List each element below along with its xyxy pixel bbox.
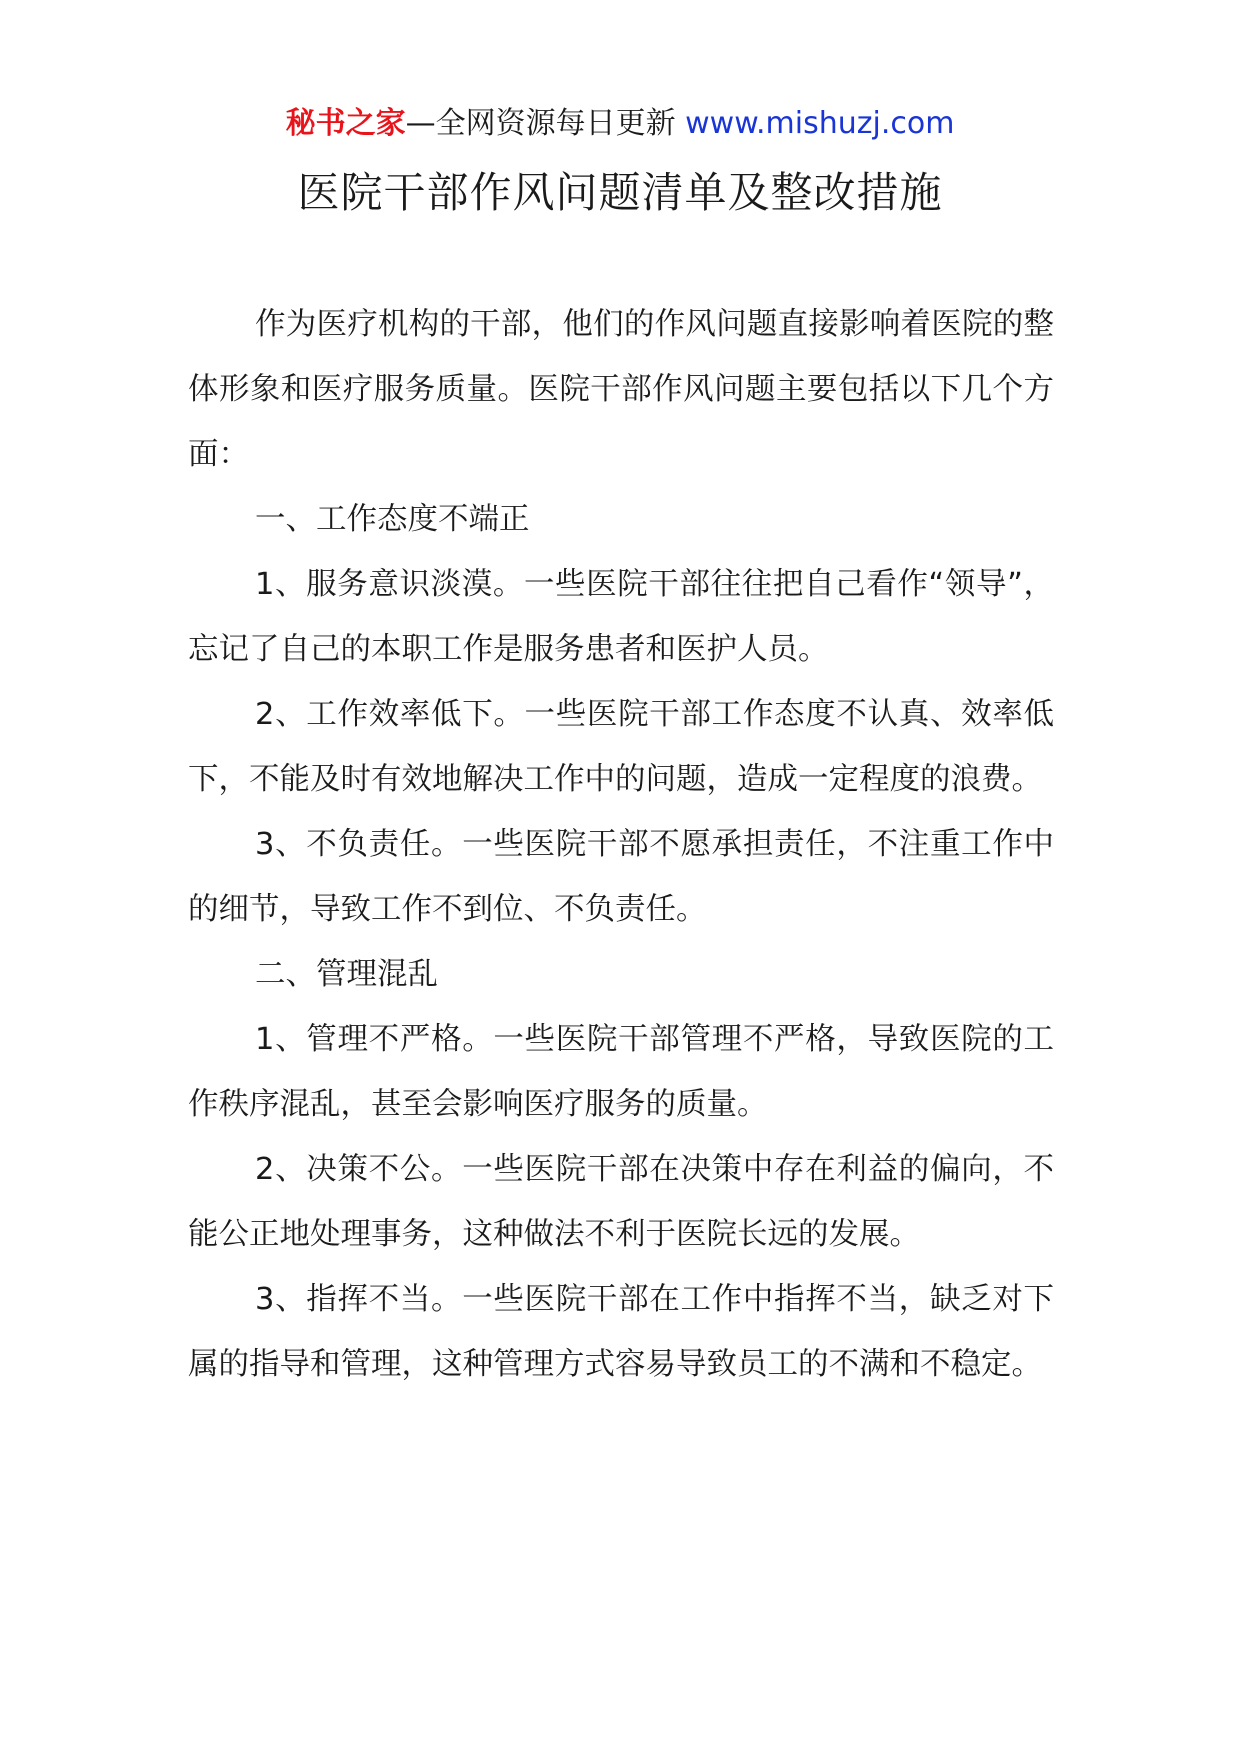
brand-name: 秘书之家 — [285, 106, 406, 141]
document-body — [188, 292, 1054, 1397]
document-title: 医院干部作风问题清单及整改措施 — [297, 168, 943, 217]
body-paragraph: 3、不负责任。一些医院干部不愿承担责任，不注重工作中的细节，导致工作不到位、不负责任。 — [188, 827, 1054, 927]
body-paragraph: 2、工作效率低下。一些医院干部工作态度不认真、效率低下，不能及时有效地解决工作中的问题，造成一定程度的浪费。 — [188, 697, 1054, 797]
section-heading: 一、工作态度不端正 — [255, 502, 530, 537]
body-paragraph: 3、指挥不当。一些医院干部在工作中指挥不当，缺乏对下属的指导和管理，这种管理方式容易导致员工的不满和不稳定。 — [188, 1282, 1054, 1382]
banner-tagline: —全网资源每日更新 — [405, 106, 686, 141]
intro-paragraph: 作为医疗机构的干部，他们的作风问题直接影响着医院的整体形象和医疗服务质量。医院干部作风问题主要包括以下几个方面： — [188, 307, 1054, 472]
body-paragraph: 2、决策不公。一些医院干部在决策中存在利益的偏向，不能公正地处理事务，这种做法不利于医院长远的发展。 — [188, 1152, 1054, 1252]
body-paragraph: 1、服务意识淡漠。一些医院干部往往把自己看作“领导”，忘记了自己的本职工作是服务患者和医护人员。 — [188, 567, 1054, 667]
body-paragraph: 1、管理不严格。一些医院干部管理不严格，导致医院的工作秩序混乱，甚至会影响医疗服务的质量。 — [188, 1022, 1054, 1122]
site-url-link[interactable]: www.mishuzj.com — [685, 106, 955, 141]
section-heading: 二、管理混乱 — [255, 957, 438, 992]
site-banner — [0, 100, 1240, 148]
